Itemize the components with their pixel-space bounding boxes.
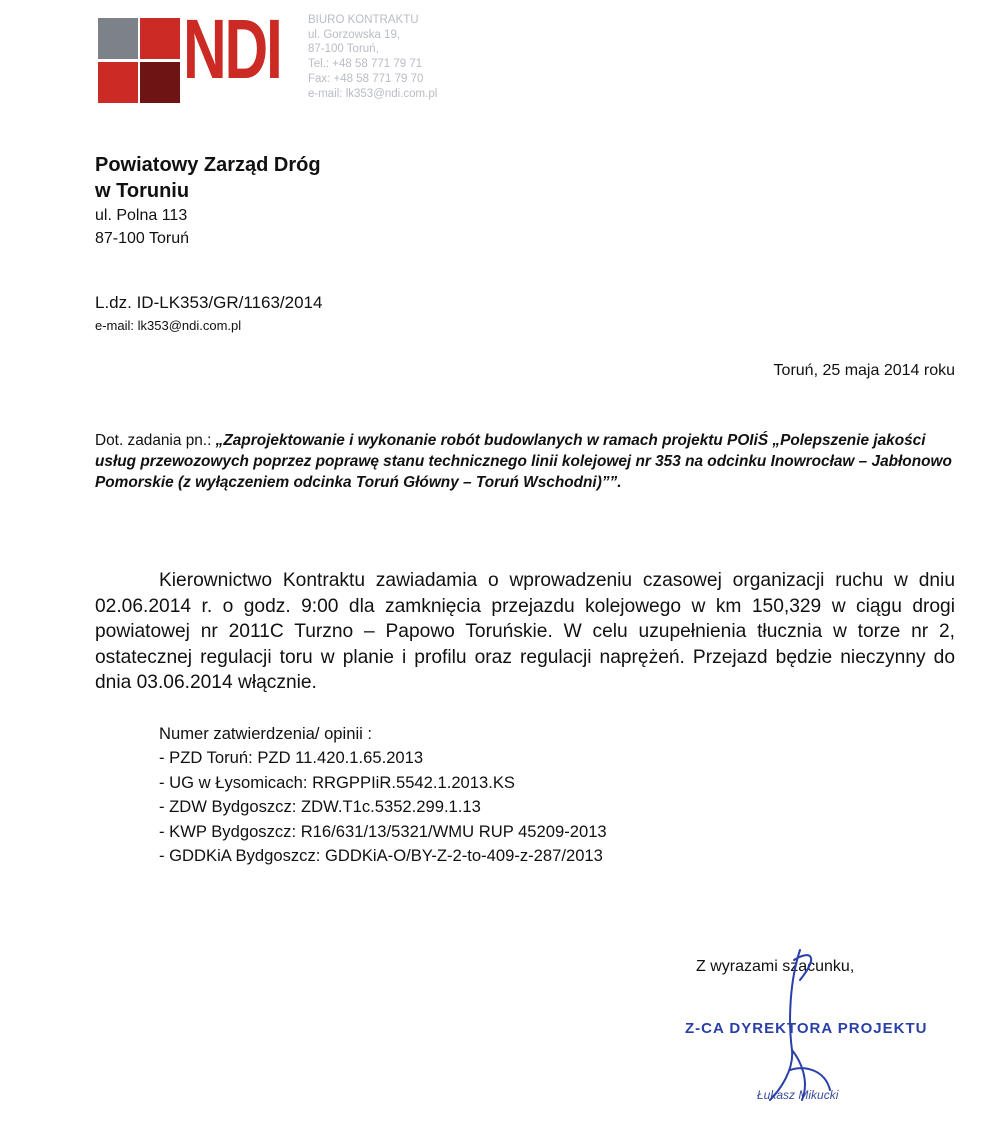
recipient-city: 87-100 Toruń (95, 230, 189, 247)
office-address (308, 13, 437, 101)
approval-item: - UG w Łysomicach: RRGPPIiR.5542.1.2013.KS (159, 772, 515, 792)
letter-date: Toruń, 25 maja 2014 roku (773, 362, 955, 379)
logo-square-red (140, 18, 180, 59)
reference-number: L.dz. ID-LK353/GR/1163/2014 (95, 293, 323, 312)
subject (95, 430, 957, 493)
reference-email: e-mail: lk353@ndi.com.pl (95, 318, 242, 333)
office-fax: Fax: +48 58 771 79 70 (308, 72, 424, 85)
signer-name: Łukasz Mikucki (757, 1088, 839, 1102)
closing-greeting: Z wyrazami szacunku, (696, 958, 855, 975)
recipient-name: Powiatowy Zarząd Dróg (95, 154, 321, 176)
approval-item: - PZD Toruń: PZD 11.420.1.65.2013 (159, 748, 424, 768)
stamp-title: Z-CA DYREKTORA PROJEKTU (685, 1020, 928, 1037)
logo-text: NDI (183, 2, 281, 96)
office-name: BIURO KONTRAKTU (308, 14, 419, 26)
logo-square-dark-red (140, 62, 180, 103)
body-paragraph: Kierownictwo Kontraktu zawiadamia o wprowadzeniu czasowej organizacji ruchu w dniu 02.06.2014 r. o godz. 9:00 dla zamknięcia przejazdu kolejowego w km 150,329 w ciągu drogi powiatowej nr 2011C Turzno – Papowo Toruńskie. W celu uzupełnienia tłucznia w torze nr 2, ostatecznej regulacji toru w planie i profilu oraz regulacji naprężeń. Przejazd będzie nieczynny do dnia 03.06.2014 włącznie. (95, 570, 955, 694)
approval-item: - KWP Bydgoszcz: R16/631/13/5321/WMU RUP 45209-2013 (159, 821, 607, 841)
recipient-block (95, 152, 321, 250)
subject-text: „Zaprojektowanie i wykonanie robót budowlanych w ramach projektu POIiŚ „Polepszenie jakości usług przewozowych poprzez poprawę stanu technicznego linii kolejowej nr 353 na odcinku Inowrocław – Jabłonowo Pomorskie (z wyłączeniem odcinka Toruń Główny – Toruń Wschodni)””. (95, 432, 952, 491)
logo-squares (98, 18, 180, 104)
subject-prefix: Dot. zadania pn.: (95, 432, 212, 449)
office-city: 87-100 Toruń, (308, 43, 379, 56)
office-phone: Tel.: +48 58 771 79 71 (308, 58, 423, 71)
logo-square-red (98, 62, 138, 103)
approvals-heading: Numer zatwierdzenia/ opinii : (159, 724, 373, 743)
approvals-list (159, 722, 607, 868)
recipient-name-city: w Toruniu (95, 180, 190, 202)
office-email: e-mail: lk353@ndi.com.pl (308, 87, 438, 100)
logo-square-grey (98, 18, 138, 59)
office-street: ul. Gorzowska 19, (308, 28, 401, 41)
approval-item: - GDDKiA Bydgoszcz: GDDKiA-O/BY-Z-2-to-409-z-287/2013 (159, 846, 603, 866)
approval-item: - ZDW Bydgoszcz: ZDW.T1c.5352.299.1.13 (159, 797, 481, 817)
recipient-street: ul. Polna 113 (95, 207, 188, 224)
